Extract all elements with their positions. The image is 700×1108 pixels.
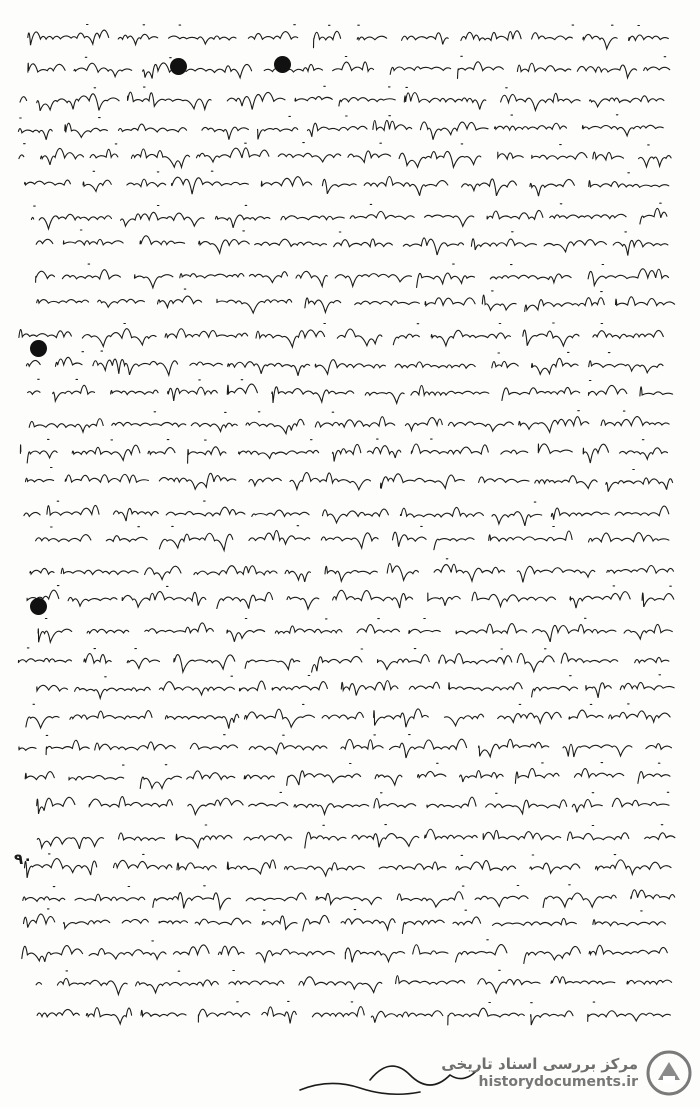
handwritten-line: [36, 230, 668, 256]
handwritten-line: [20, 86, 664, 111]
handwritten-line: [37, 289, 675, 313]
handwritten-line: [28, 379, 673, 403]
handwritten-line: [29, 411, 669, 434]
handwritten-line: [24, 501, 669, 526]
handwritten-line: [36, 970, 672, 994]
handwritten-line: [19, 143, 671, 168]
handwritten-line: [37, 675, 674, 699]
handwritten-line: [26, 704, 670, 729]
handwritten-line: [23, 885, 675, 909]
punch-hole-top-2: [274, 56, 291, 73]
handwritten-line: [38, 618, 672, 642]
handwritten-line: [25, 171, 669, 196]
watermark-text: [441, 1056, 638, 1089]
watermark-url: historydocuments.ir: [478, 1073, 638, 1090]
handwritten-line: [36, 264, 669, 288]
handwritten-line: [24, 909, 666, 934]
handwritten-line: [19, 735, 672, 758]
watermark-title: مرکز بررسی اسناد تاریخی: [441, 1055, 638, 1074]
handwritten-line: [37, 1001, 670, 1025]
handwritten-line: [19, 323, 663, 347]
punch-hole-top-1: [170, 58, 187, 75]
handwritten-line: [26, 351, 663, 376]
handwritten-line: [36, 526, 669, 551]
handwritten-line: [26, 468, 673, 492]
handwritten-line: [18, 115, 663, 140]
punch-hole-lower: [30, 598, 47, 615]
handwritten-line: [28, 56, 670, 78]
handwritten-line: [18, 648, 669, 672]
handwritten-line: [20, 439, 667, 463]
handwritten-line: [22, 940, 668, 964]
handwritten-line: [31, 203, 667, 229]
handwritten-line: [30, 559, 674, 583]
archive-watermark: [392, 1044, 692, 1102]
archive-emblem-icon: [646, 1050, 692, 1096]
page-number: ٩٠: [14, 850, 33, 868]
handwritten-line: [37, 825, 675, 849]
handwritten-line: [25, 854, 672, 878]
handwritten-line: [25, 763, 670, 789]
handwritten-line: [28, 25, 669, 49]
punch-hole-middle: [30, 340, 47, 357]
handwritten-line: [27, 586, 674, 610]
handwritten-line: [37, 792, 669, 814]
